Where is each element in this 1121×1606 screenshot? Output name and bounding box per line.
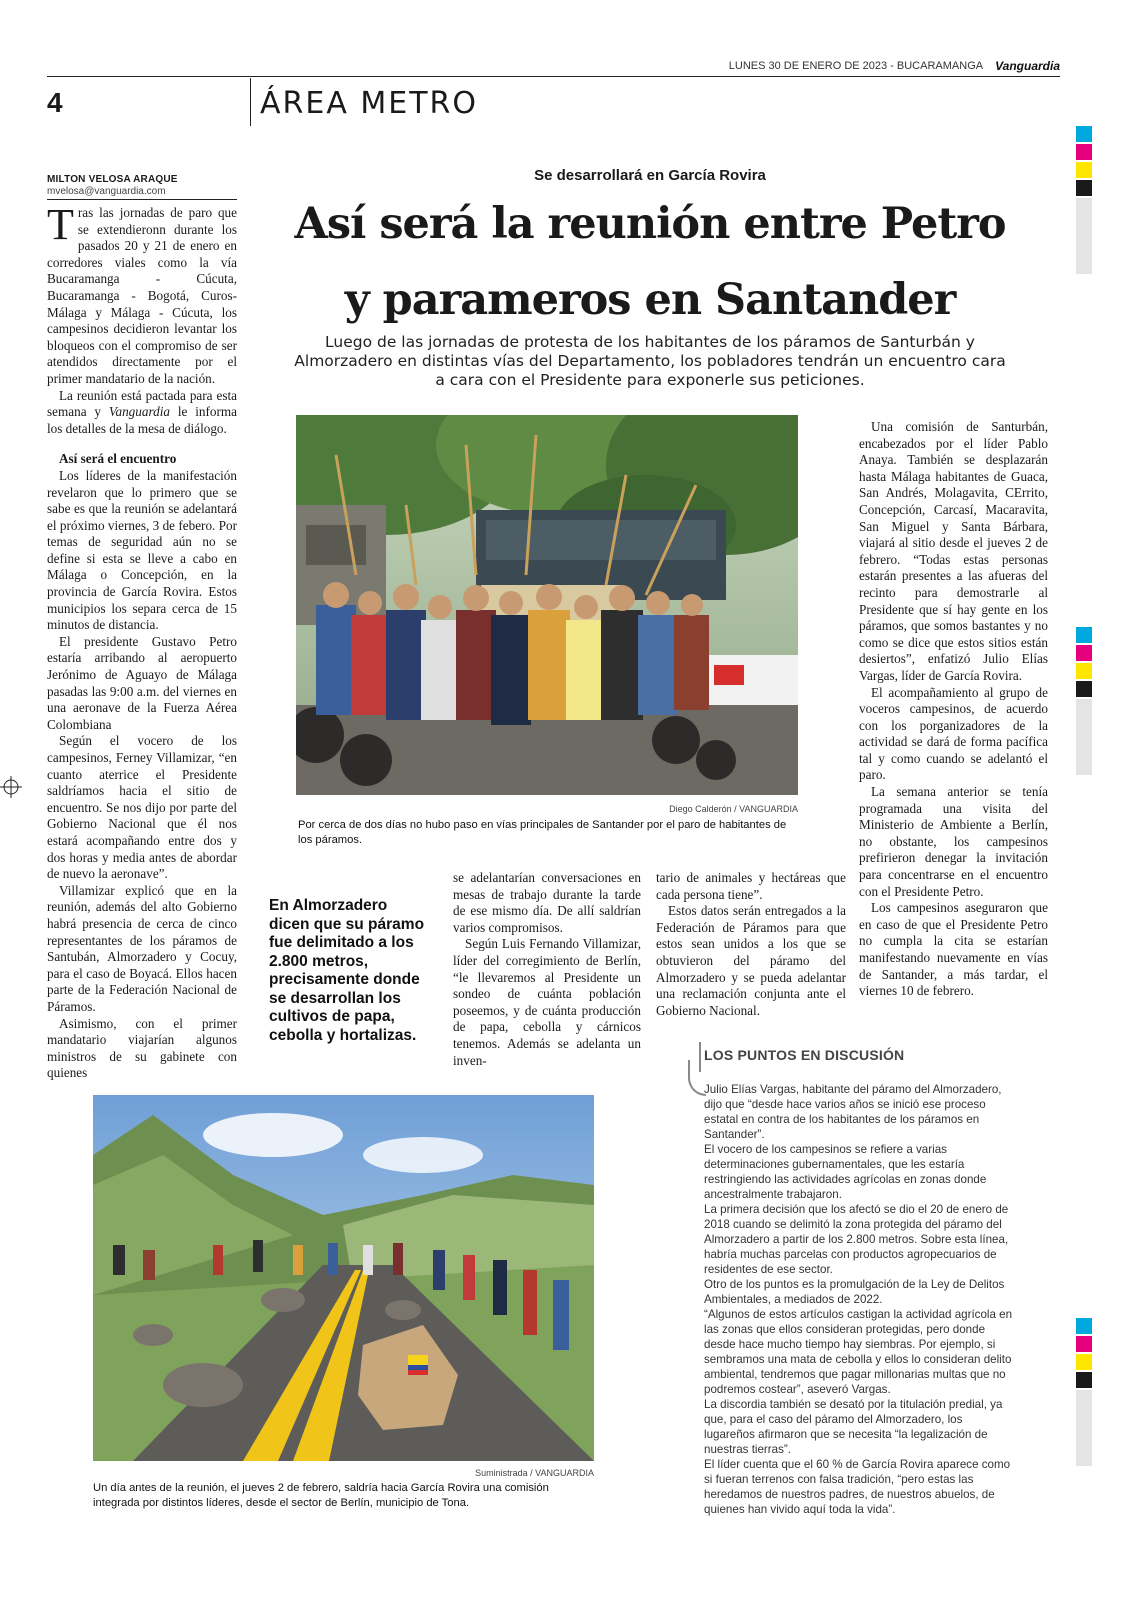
- author-name: MILTON VELOSA ARAQUE: [47, 174, 178, 185]
- paragraph: Estos datos serán entregados a la Federación de Páramos para que estos sean unidos a los que se obtuvieron del páramo del Almorzadero y se pueda adelantar una reclamación conjunta ante el Gobierno Nacional.: [656, 903, 846, 1018]
- brand-mention: Vanguardia: [108, 404, 170, 420]
- paragraph: Los campesinos aseguraron que en caso de que el Presidente Petro no cumpla la cita se estarían manifestando nuevamente en vías de Santander, a más tardar, el viernes 10 de febrero.: [859, 900, 1048, 999]
- sidebar-body: [704, 1082, 1014, 1517]
- paragraph: Según Luis Fernando Villamizar, líder del corregimiento de Berlín, “le llevaremos al Presidente un sondeo de cuánta población poseemos, y de cuánta producción de papa, cebolla y cárnicos tenemos. Además se adelanta un inven-: [453, 936, 641, 1068]
- article-column-1: [47, 200, 237, 1082]
- brand-logo: Vanguardia: [995, 59, 1060, 73]
- dateline: [728, 57, 1060, 75]
- photo-credit: Suministrada / VANGUARDIA: [475, 1468, 594, 1478]
- kicker: Se desarrollará en García Rovira: [534, 167, 766, 184]
- paragraph: Asimismo, con el primer mandatario viajarían algunos ministros de su gabinete con quienes: [47, 1015, 237, 1081]
- paragraph: Según el vocero de los campesinos, Ferney Villamizar, “en cuanto aterrice el Presidente saldríamos hacia el sitio de encuentro. Se nos dijo por parte del Gobierno Nacional que él nos estará acompañando entre dos y dos horas y media antes de abordar de nuevo la aeronave”.: [47, 733, 237, 882]
- dateline-text: LUNES 30 DE ENERO DE 2023 - BUCARAMANGA: [728, 60, 984, 72]
- article-column-4: [656, 870, 846, 1019]
- section-name: ÁREA METRO: [260, 86, 479, 121]
- paragraph: El presidente Gustavo Petro estaría arribando al aeropuerto Jerónimo de Aguayo de Málaga pasadas las 9:00 a.m. del viernes en una aeronave de la Fuerza Aérea Colombiana: [47, 633, 237, 732]
- color-registration-bar: [1076, 1318, 1092, 1468]
- pull-quote: En Almorzadero dicen que su páramo fue delimitado a los 2.800 metros, precisamente donde se desarrollan los cultivos de papa, cebolla y hortalizas.: [269, 897, 425, 1044]
- author-byline: [47, 174, 237, 198]
- page-number: 4: [47, 87, 63, 118]
- crosshair-icon: [0, 776, 22, 798]
- photo-caption: Por cerca de dos días no hubo paso en vías principales de Santander por el paro de habitantes de los páramos.: [298, 819, 787, 846]
- paragraph: Tras las jornadas de paro que se extendieronn durante los pasados 20 y 21 de enero en corredores viales como la vía Bucaramanga - Cúcuta, Bucaramanga - Bogotá, Curos- Málaga y Málaga - Cúcuta, los campesinos decidieron levantar los bloqueos con el compromiso de ser atendidos directamente por el primer mandatario de la nación.: [47, 200, 237, 386]
- paragraph: Los líderes de la manifestación revelaron que lo primero que se sabe es que la reunión se adelantará el próximo viernes, 3 de febero. Por temas de seguridad aún no se define si esta se lleve a cabo en Málaga o Concepción, en la provincia de García Rovira. Estos municipios los separa cerca de 15 minutos de distancia.: [47, 467, 237, 633]
- sidebar-title: LOS PUNTOS EN DISCUSIÓN: [704, 1047, 905, 1063]
- sidebar-paragraph: “Algunos de estos artículos castigan la actividad agrícola en las zonas que ellos consideran protegidas, pero donde desde hace mucho tiempo hay siembras. Por ejemplo, si sembramos una mata de cebolla y ellos lo consideran delito ambiental, tendremos que pagar millonarias multas que no podremos costear”, aseveró Vargas.: [704, 1308, 1013, 1396]
- photo-caption: Un día antes de la reunión, el jueves 2 de febrero, saldría hacia García Rovira una comisión integrada por distintos líderes, desde el sector de Berlín, municipio de Tona.: [93, 1482, 549, 1509]
- paragraph: La reunión está pactada para esta semana y Vanguardia le informa los detalles de la mesa de diálogo.: [47, 387, 237, 436]
- color-registration-bar: [1076, 126, 1092, 276]
- paragraph: se adelantarían conversaciones en mesas de trabajo durante la tarde de ese mismo día. De allí saldrían varios compromisos.: [453, 870, 641, 935]
- sidebar-paragraph: La primera decisión que los afectó se dio el 20 de enero de 2018 cuando se delimitó la zona protegida del páramo del Almorzadero a partir de los 2.800 metros. Sobre esta línea, habría muchas parcelas con productos agropecuarios de residentes de ese sector.: [704, 1203, 1009, 1276]
- drop-cap: T: [47, 200, 74, 249]
- paragraph: Una comisión de Santurbán, encabezados por el líder Pablo Anaya. También se desplazarán hasta Málaga habitantes de Guaca, San Andrés, Molagavita, CErrito, Concepción, Carcasí, Macaravita, San Miguel y Santa Bárbara, viajará al sitio desde el jueves 2 de febrero. “Todas estas personas estarán presentes a las afueras del recinto para demostrarle al Presidente que sí hay gente en los páramos, que somos bastantes y no como se dice que estos sitios están desiertos”, enfatizó Julio Elías Vargas, líder de García Rovira.: [859, 419, 1048, 683]
- deck-subtitle: Luego de las jornadas de protesta de los habitantes de los páramos de Santurbán y Almorzadero en distintas vías del Departamento, los pobladores tendrán un encuentro cara a cara con el Presidente para exponerle sus peticiones.: [294, 333, 1006, 389]
- top-rule: [47, 76, 1060, 77]
- subheading: Así será el encuentro: [59, 451, 177, 467]
- paragraph: tario de animales y hectáreas que cada persona tiene”.: [656, 870, 846, 902]
- photo-credit: Diego Calderón / VANGUARDIA: [669, 804, 798, 814]
- sidebar-paragraph: La discordia también se desató por la titulación predial, ya que, para el caso del páramo del Almorzadero, los lugareños afirmaron que se necesita “la legalización de nuestras tierras”.: [704, 1398, 1003, 1456]
- article-column-3: [453, 870, 641, 1069]
- sidebar-paragraph: El vocero de los campesinos se refiere a varias determinaciones gubernamentales, que les estaría restringiendo las actividades agrícolas en zonas donde ancestralmente trabajaron.: [704, 1143, 987, 1201]
- headline: Así será la reunión entre Petro y parameros en Santander: [294, 199, 1006, 325]
- article-column-right: [859, 419, 1048, 1000]
- paragraph: La semana anterior se tenía programada una visita del Ministerio de Ambiente a Berlín, no obstante, los campesinos prefirieron denegar la invitación para concentrarse en el encuentro con el Presidente Petro.: [859, 784, 1048, 899]
- author-rule: [47, 199, 237, 200]
- paragraph: El acompañamiento al grupo de voceros campesinos, de acuerdo con los porganizadores de la actividad se dará de forma pacífica tal y como cuando se adelantó el paro.: [859, 684, 1048, 783]
- sidebar-paragraph: Otro de los puntos es la promulgación de la Ley de Delitos Ambientales, a mediados de 2022.: [704, 1278, 1005, 1306]
- section-divider: [250, 78, 251, 126]
- color-registration-bar: [1076, 627, 1092, 777]
- sidebar-paragraph: Julio Elías Vargas, habitante del páramo del Almorzadero, dijo que “desde hace varios años se inició ese proceso estatal en contra de los habitantes de los páramos en Santander”.: [704, 1083, 1002, 1141]
- protest-photo: [296, 415, 798, 795]
- sidebar-paragraph: El líder cuenta que el 60 % de García Rovira aparece como si fueran terrenos con falsa tradición, “pero estas las heredamos de nuestros padres, de nuestros abuelos, de quienes han vivido aquí toda la vida”.: [704, 1458, 1011, 1516]
- paragraph: Villamizar explicó que en la reunión, además del alto Gobierno habrá presencia de cerca de cinco representantes de los páramos de Santubán, Almorzadero y Cocuy, para el caso de Boyacá. Ellos hacen parte de la Federación Nacional de Páramos.: [47, 882, 237, 1014]
- road-blockade-photo: [93, 1095, 594, 1461]
- author-email: mvelosa@vanguardia.com: [47, 186, 166, 197]
